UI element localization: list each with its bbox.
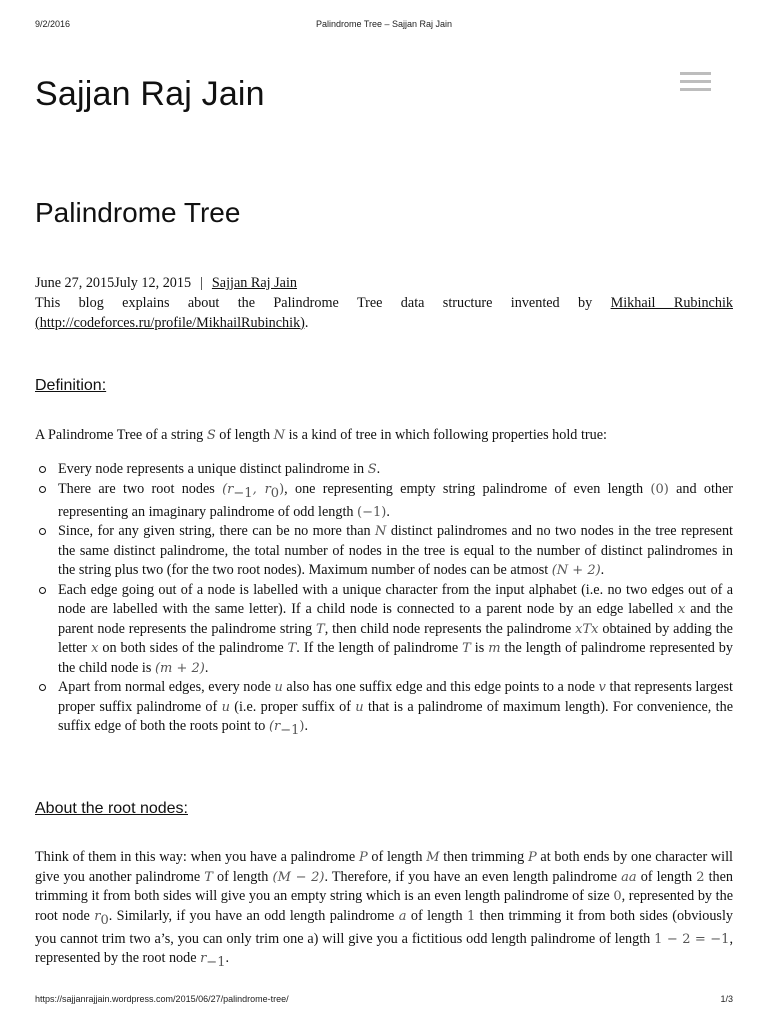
text: . [600,562,605,579]
text: Since, for any given string, there can be no more than [58,523,376,540]
text: . [304,718,309,735]
text: on both sides of the palindrome [98,640,288,657]
root-nodes-heading: About the root nodes: [35,800,188,817]
hamburger-menu-icon[interactable] [680,72,711,92]
math-var: aa [621,869,637,885]
text: , represented by the root node [35,888,733,924]
math-var: x [91,641,99,657]
math-sub: −1 [280,723,300,739]
text: also has one suffix edge and this edge points to a node [282,679,599,696]
math-var: P [358,850,368,865]
text: that is a palindrome of maximum length). For convenience, the suffix edge of both the roots point to [58,698,733,735]
text: . [225,950,230,967]
definition-lead [35,426,733,446]
text: , represented by the root node [35,930,733,967]
math-var: N [273,428,286,443]
text: Think of them in this way: when you have a palindrome [35,849,359,865]
math-var: 1 [466,908,476,924]
text: and other representing an imaginary palindrome of odd length [58,480,734,520]
math-var: (r [222,481,234,497]
text: (i.e. proper suffix of [229,698,356,715]
intro-text: This blog explains about the Palindrome Tree data structure invented by [35,295,611,311]
text: of length [406,907,467,924]
properties-list [35,460,733,741]
math-var: ) [299,719,305,735]
math-var: 2 [696,869,705,885]
math-var: 0 [613,889,622,904]
math-sub: −1 [206,955,226,971]
text: Every node represents a unique distinct palindrome in [58,461,368,477]
text: is [470,640,489,657]
text: is a kind of tree in which following properties hold true: [285,427,607,443]
math-var: v [598,680,606,696]
text: distinct palindromes and no two nodes in the tree represent the same distinct palindrome, the total number of nodes in the tree is equal to the number of distinct palindromes in the string plus two (for the two root nodes). Maximum number of nodes can be atmost [58,523,733,579]
text: of length [212,868,273,885]
math-var: x [678,602,686,618]
math-var: N [375,524,387,540]
intro-end: . [304,314,309,331]
print-page-number: 1/3 [720,994,733,1004]
math-sub: −1 [233,485,253,501]
meta-separator: | [200,275,203,291]
list-item [35,581,733,679]
math-var: S [367,462,377,477]
text: There are two root nodes [58,480,223,497]
math-var: u [274,680,283,696]
text: . Therefore, if you have an even length palindrome [324,868,622,885]
math-var: S [206,428,216,443]
text: Each edge going out of a node is labelled with a unique character from the input alphabet (i.e. no two edges out of a node are labelled with the same letter). If a child node is connected to a parent node by an edge labelled [58,581,733,618]
root-nodes-paragraph [35,848,733,973]
math-var: xTx [575,621,599,637]
math-var: (N + 2) [551,563,601,579]
print-page-title: Palindrome Tree – Sajjan Raj Jain [315,19,453,29]
text: that represents largest proper suffix palindrome of [58,679,733,715]
math-sub: 0 [270,485,280,501]
math-var: (M − 2) [272,869,325,885]
text: the length of palindrome represented by the child node is [58,640,733,676]
text: , one representing empty string palindrome of even length [284,480,651,497]
math-var: m [488,641,501,657]
math-var: ) [279,481,285,497]
text: A Palindrome Tree of a string [35,427,207,443]
text: then trimming it from both sides will give you an empty string which is an even length palindrome of size [35,868,733,904]
bullet-icon [39,486,46,493]
bullet-icon [39,466,46,473]
text: . [386,503,390,520]
text: of length [215,427,274,443]
text: then trimming it from both sides (obviously you cannot trim two a’s, you can only trim one a) will give you a fictitious odd length palindrome of length [35,907,733,947]
math-var: r [200,951,207,967]
list-item [35,678,733,740]
math-var: (r [268,719,281,735]
math-var: u [221,699,230,715]
post-title: Palindrome Tree [35,197,241,228]
text: of length [636,868,697,885]
text: . Similarly, if you have an odd length palindrome [108,907,399,924]
list-item [35,480,733,523]
math-var: r [94,908,101,924]
math-var: M [426,850,440,865]
math-sub: 0 [100,912,109,928]
text: of length [367,849,427,865]
math-var: u [355,699,364,715]
text: . If the length of palindrome [296,640,463,657]
site-title[interactable]: Sajjan Raj Jain [35,75,265,113]
text: obtained by adding the letter [58,620,733,657]
math-var: T [316,621,325,637]
math-var: (−1) [357,504,387,520]
author-link[interactable]: Sajjan Raj Jain [211,275,298,291]
definition-heading: Definition: [35,377,107,394]
intro-paragraph [35,294,733,333]
text: at both ends by one character will give you another palindrome [35,849,733,885]
math-var: T [287,641,297,657]
text: . [376,461,381,477]
math-var: (m + 2) [154,660,205,676]
bullet-icon [39,587,46,594]
math-var: 1 − 2 = −1 [654,931,730,947]
math-var: T [462,641,471,657]
list-item [35,522,733,581]
text: and the parent node represents the palindrome string [58,601,733,637]
math-var: , r [252,481,271,497]
math-var: a [398,908,407,924]
text: then trimming [439,849,528,865]
text: , then child node represents the palindrome [324,620,576,637]
bullet-icon [39,684,46,691]
print-date: 9/2/2016 [35,19,71,29]
text: . [204,659,209,676]
post-meta [35,274,733,294]
math-var: T [204,869,213,885]
post-dates: June 27, 2015July 12, 2015 [35,275,192,291]
list-item [35,460,733,480]
math-var: (0) [650,481,669,497]
print-url: https://sajjanrajjain.wordpress.com/2015/06/27/palindrome-tree/ [35,994,289,1004]
bullet-icon [39,528,46,535]
text: Apart from normal edges, every node [58,679,275,696]
math-var: P [527,850,537,865]
mikhail-rubinchik-link[interactable]: Mikhail Rubinchik (http://codeforces.ru/profile/MikhailRubinchik) [35,295,733,331]
